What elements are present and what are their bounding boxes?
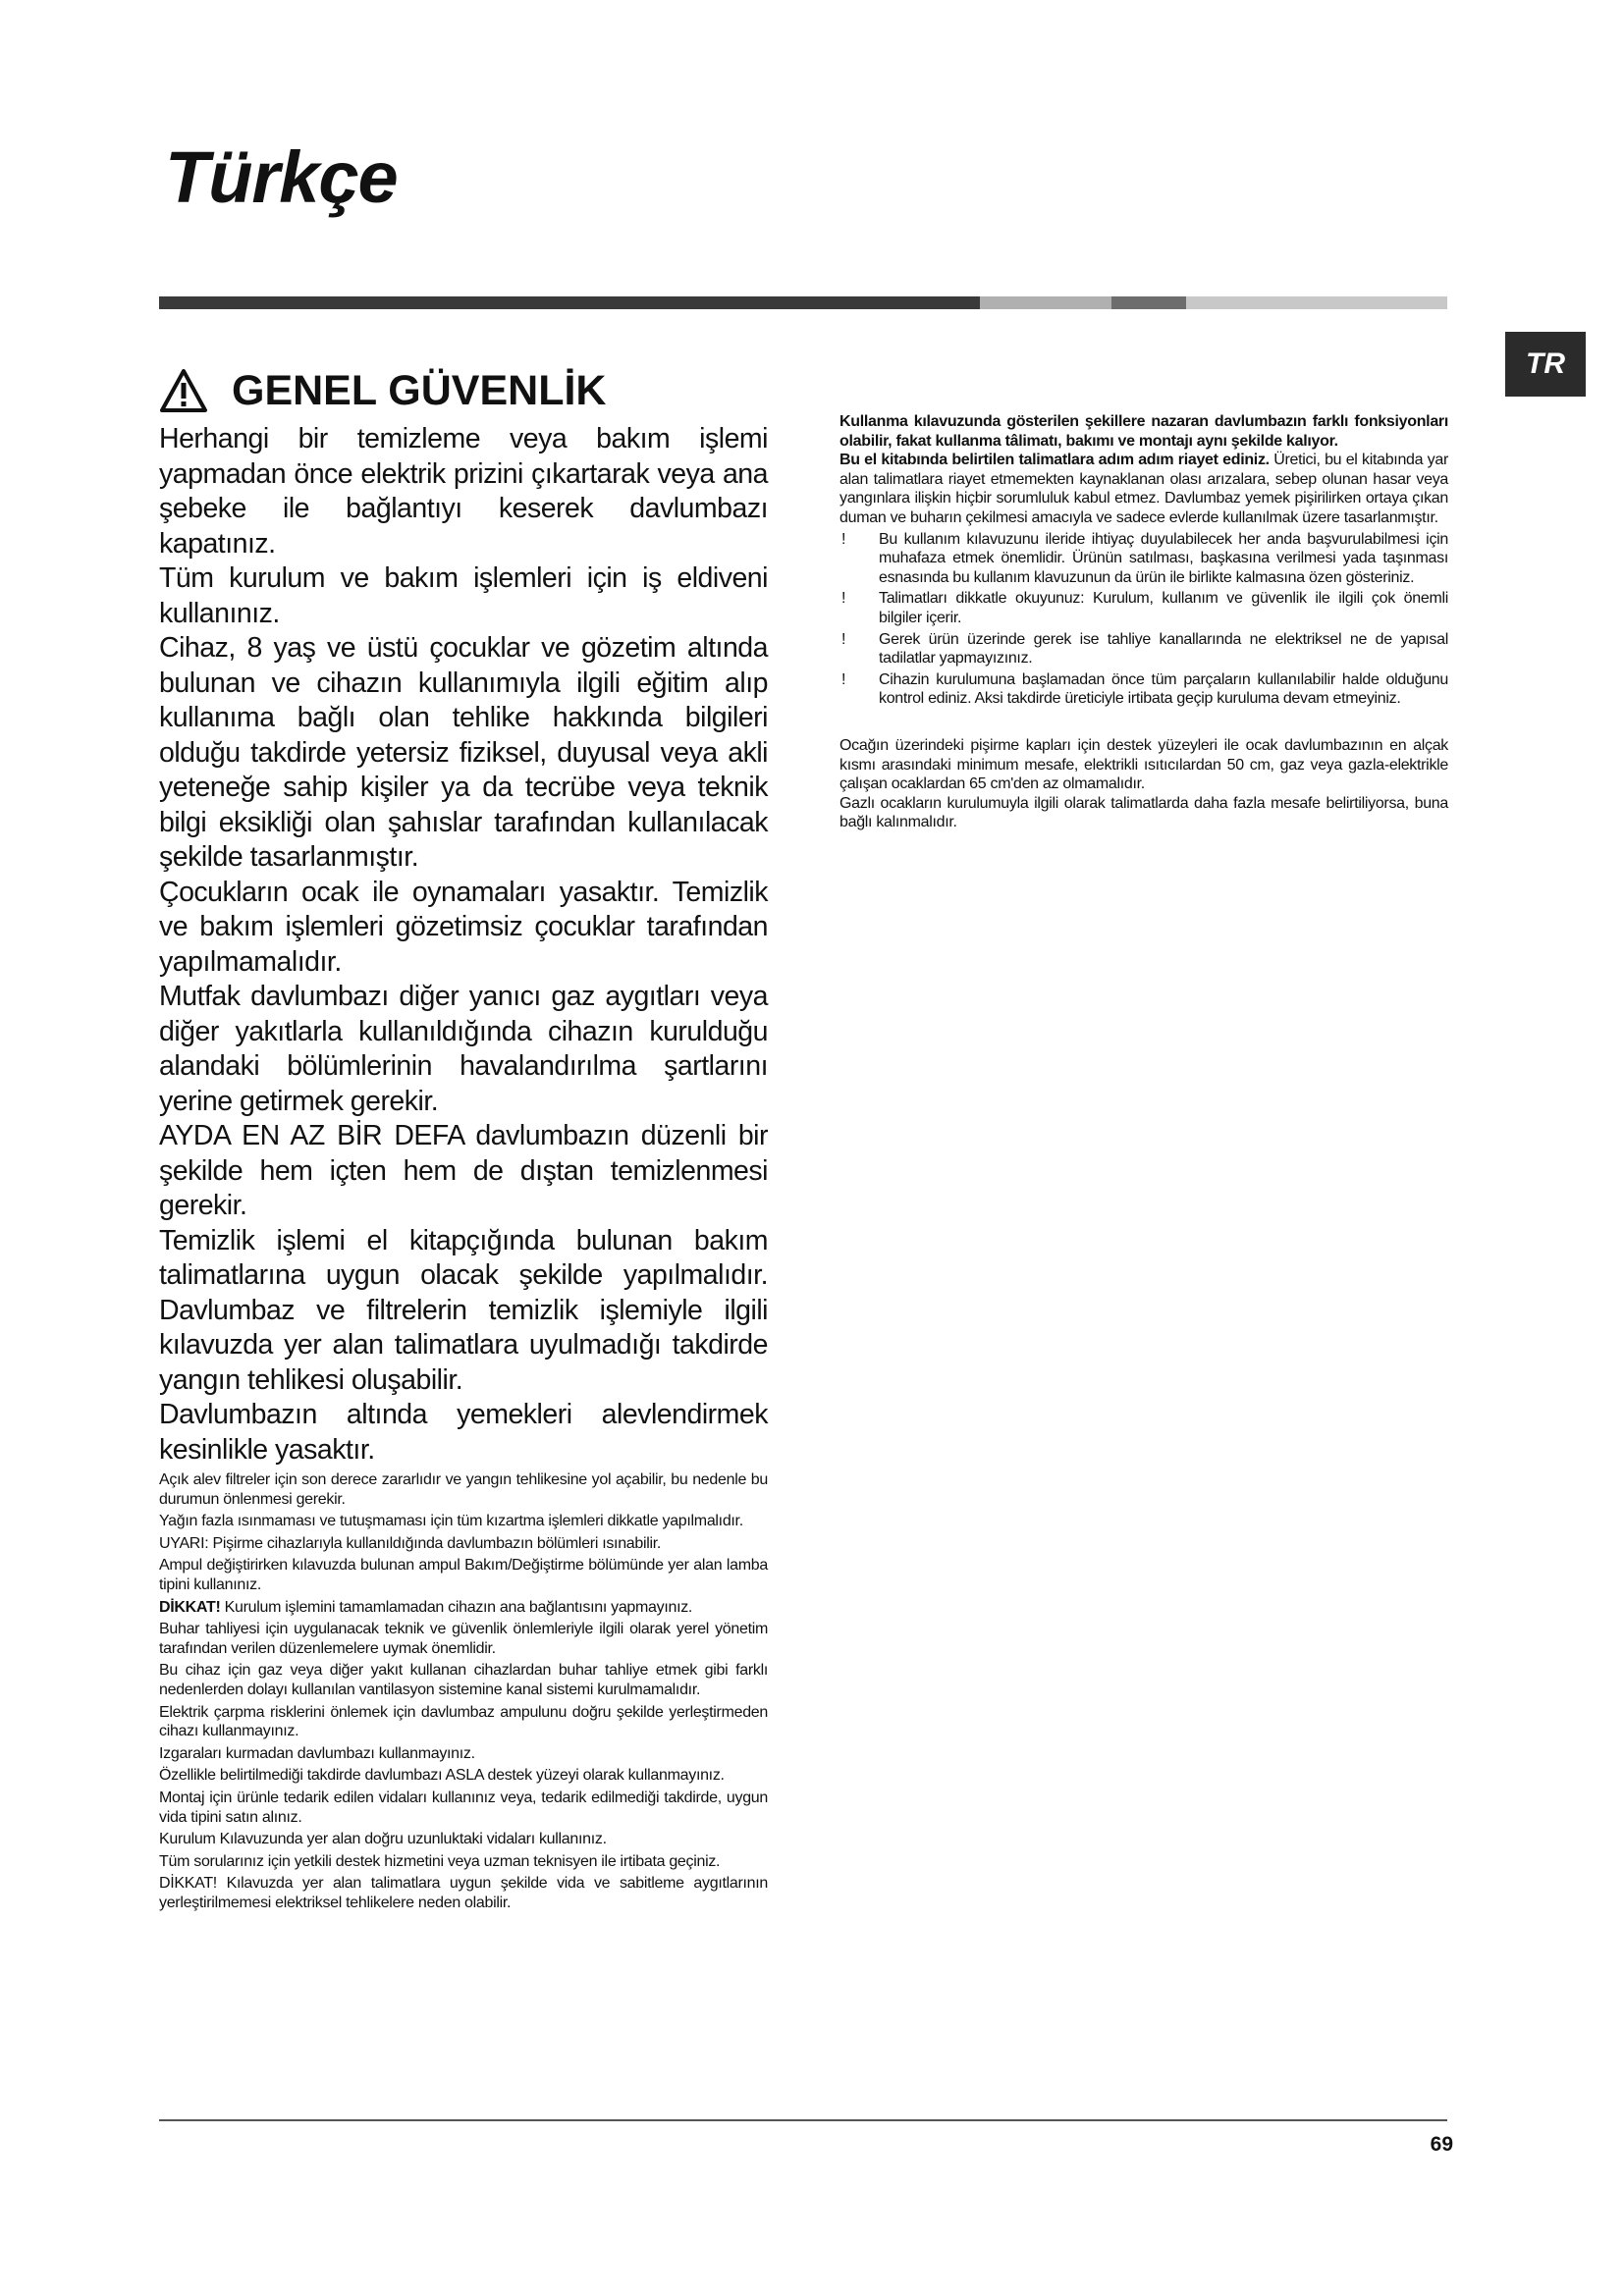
warning-text: Bu kullanım kılavuzunu ileride ihtiyaç duyulabilecek her anda başvurulabilmesi için muhafaza etmek önemlidir. Ürünün satılması, başkasına verilmesi yada taşınması esnasında bu kullanım klavuzunun da ürün ile birlikte kalmasına özen gösteriniz. <box>879 530 1448 586</box>
safety-note-text: Özellikle belirtilmediği takdirde davlumbazı ASLA destek yüzeyi olarak kullanmayınız. <box>159 1767 725 1785</box>
safety-note-text: Montaj için ürünle tedarik edilen vidaları kullanınız veya, tedarik edilmediği takdirde, uygun vida tipini satın alınız. <box>159 1789 768 1826</box>
safety-section <box>159 363 768 1912</box>
safety-note <box>159 1512 768 1531</box>
instructions-paragraph <box>839 451 1448 527</box>
instructions-text: Üretici, bu el kitabında yar alan talimatlara riayet etmemekten kaynaklanan olası arızalara, sebep olunan hasar veya yangınlara ilişkin hiçbir sorumluluk kabul etmez. Davlumbaz yemek pişirilirken ortaya çıkan duman ve buharın çekilmesi amacıyla ve sadece evlerde kullanılmak üzere tasarlanmıştır. <box>839 452 1449 526</box>
header-color-bar <box>159 296 1447 309</box>
safety-note <box>159 1703 768 1741</box>
safety-note-text: UYARI: Pişirme cihazlarıyla kullanıldığında davlumbazın bölümleri ısınabilir. <box>159 1534 662 1552</box>
safety-note-text: DİKKAT! Kılavuzda yer alan talimatlara uygun şekilde vida ve sabitleme aygıtlarının yerleştirilmemesi elektriksel tehlikelere neden olabilir. <box>159 1875 768 1911</box>
page-number: 69 <box>1430 2133 1453 2156</box>
safety-paragraph: AYDA EN AZ BİR DEFA davlumbazın düzenli bir şekilde hem içten hem de dıştan temizlenmesi gerekir. <box>159 1120 768 1221</box>
safety-paragraph: Herhangi bir temizleme veya bakım işlemi yapmadan önce elektrik prizini çıkartarak veya ana şebeke ile bağlantıyı keserek davlumbazı kapatınız. <box>159 423 768 560</box>
safety-note <box>159 1874 768 1912</box>
safety-note-text: Açık alev filtreler için son derece zararlıdır ve yangın tehlikesine yol açabilir, bu nedenle bu durumun önlenmesi gerekir. <box>159 1471 768 1508</box>
safety-note <box>159 1830 768 1849</box>
intro-note: Kullanma kılavuzunda gösterilen şekillere nazaran davlumbazın farklı fonksiyonları olabilir, fakat kullanma tâlimatı, bakımı ve montajı aynı şekilde kalıyor. <box>839 413 1448 450</box>
warning-text: Gerek ürün üzerinde gerek ise tahliye kanallarında ne elektriksel ne de yapısal tadilatlar yapmayızınız. <box>879 630 1448 667</box>
safety-note <box>159 1661 768 1699</box>
safety-note-text: Bu cihaz için gaz veya diğer yakıt kullanan cihazlardan buhar tahliye etmek gibi farklı nedenlerden dolayı kullanılan vantilasyon sistemine kanal sistemi kurulmamalıdır. <box>159 1662 768 1698</box>
gas-hob-paragraph: Gazlı ocakların kurulumuyla ilgili olarak talimatlarda daha fazla mesafe belirtiliyorsa, buna bağlı kalınmalıdır. <box>839 794 1448 831</box>
safety-note <box>159 1789 768 1827</box>
page-title: Türkçe <box>165 136 398 218</box>
safety-note <box>159 1534 768 1554</box>
warning-item <box>839 589 1448 627</box>
distance-paragraph: Ocağın üzerindeki pişirme kapları için destek yüzeyleri ile ocak davlumbazının en alçak kısmı arasındaki minimum mesafe, elektrikli ısıtıcılardan 50 cm, gaz veya gazla-elektrikle çalışan ocaklardan 65 cm'den az olmamalıdır. <box>839 736 1448 793</box>
safety-paragraphs <box>159 422 768 1468</box>
safety-note <box>159 1556 768 1594</box>
safety-note-text: Izgaraları kurmadan davlumbazı kullanmayınız. <box>159 1744 475 1762</box>
language-badge: TR <box>1505 332 1586 397</box>
safety-note-lead: DİKKAT! <box>159 1598 221 1616</box>
safety-note <box>159 1766 768 1786</box>
warning-item <box>839 630 1448 668</box>
safety-note-text: Ampul değiştirirken kılavuzda bulunan ampul Bakım/Değiştirme bölümünde yer alan lamba tipini kullanınız. <box>159 1557 768 1593</box>
safety-note <box>159 1598 768 1618</box>
exclamation-icon: ! <box>841 670 846 688</box>
safety-notes <box>159 1470 768 1912</box>
safety-note-text: Kurulum Kılavuzunda yer alan doğru uzunluktaki vidaları kullanınız. <box>159 1831 607 1848</box>
header-bar-segment <box>1186 296 1447 309</box>
safety-note-text: Yağın fazla ısınmaması ve tutuşmaması için tüm kızartma işlemleri dikkatle yapılmalıdır. <box>159 1513 743 1530</box>
exclamation-icon: ! <box>841 530 846 548</box>
header-bar-segment <box>1111 296 1186 309</box>
safety-note <box>159 1470 768 1509</box>
header-bar-segment <box>980 296 1111 309</box>
safety-paragraph: Cihaz, 8 yaş ve üstü çocuklar ve gözetim altında bulunan ve cihazın kullanımıyla ilgili eğitim alıp kullanıma bağlı olan tehlike hakkında bilgileri olduğu takdirde yetersiz fiziksel, duyusal veya akli yeteneğe sahip kişiler ya da tecrübe veya teknik bilgi eksikliği olan şahıslar tarafından kullanılacak şekilde tasarlanmıştır. <box>159 632 768 873</box>
warning-text: Talimatları dikkatle okuyunuz: Kurulum, kullanım ve güvenlik ile ilgili çok önemli bilgiler içerir. <box>879 590 1448 626</box>
safety-paragraph: Davlumbazın altında yemekleri alevlendirmek kesinlikle yasaktır. <box>159 1399 768 1466</box>
warning-item <box>839 530 1448 588</box>
warning-list <box>839 530 1448 709</box>
warning-triangle-icon <box>159 368 208 413</box>
safety-paragraph: Çocukların ocak ile oynamaları yasaktır. Temizlik ve bakım işlemleri gözetimsiz çocuklar tarafından yapılmamalıdır. <box>159 876 768 978</box>
safety-note <box>159 1744 768 1764</box>
safety-note-text: Kurulum işlemini tamamlamadan cihazın ana bağlantısını yapmayınız. <box>220 1598 693 1616</box>
instructions-lead: Bu el kitabında belirtilen talimatlara adım adım riayet ediniz. <box>839 452 1270 469</box>
safety-note-text: Buhar tahliyesi için uygulanacak teknik ve güvenlik önlemleriyle ilgili olarak yerel yönetim tarafından verilen düzenlemelere uymak önemlidir. <box>159 1621 768 1657</box>
safety-note-text: Tüm sorularınız için yetkili destek hizmetini veya uzman teknisyen ile irtibata geçiniz. <box>159 1852 721 1870</box>
safety-paragraph: Tüm kurulum ve bakım işlemleri için iş eldiveni kullanınız. <box>159 562 768 629</box>
safety-note <box>159 1620 768 1658</box>
safety-note-text: Elektrik çarpma risklerini önlemek için davlumbaz ampulunu doğru şekilde yerleştirmeden cihazı kullanmayınız. <box>159 1703 768 1740</box>
safety-paragraph: Mutfak davlumbazı diğer yanıcı gaz aygıtları veya diğer yakıtlarla kullanıldığında cihazın kurulduğu alandaki bölümlerinin havalandırılma şartlarını yerine getirmek gerekir. <box>159 981 768 1117</box>
safety-note <box>159 1852 768 1872</box>
footer-divider <box>159 2119 1447 2121</box>
section-heading-text: GENEL GÜVENLİK <box>232 367 607 414</box>
section-heading <box>159 363 768 418</box>
header-bar-segment <box>159 296 980 309</box>
warning-item <box>839 670 1448 709</box>
exclamation-icon: ! <box>841 630 846 648</box>
exclamation-icon: ! <box>841 590 846 608</box>
safety-paragraph: Temizlik işlemi el kitapçığında bulunan bakım talimatlarına uygun olacak şekilde yapılmalıdır. Davlumbaz ve filtrelerin temizlik işlemiyle ilgili kılavuzda yer alan talimatlara uyulmadığı takdirde yangın tehlikesi oluşabilir. <box>159 1224 768 1396</box>
warning-text: Cihazin kurulumuna başlamadan önce tüm parçaların kullanılabilir halde olduğunu kontrol ediniz. Aksi takdirde üreticiyle irtibata geçip kuruluma devam etmeyiniz. <box>879 670 1448 708</box>
intro-column <box>839 412 1448 832</box>
